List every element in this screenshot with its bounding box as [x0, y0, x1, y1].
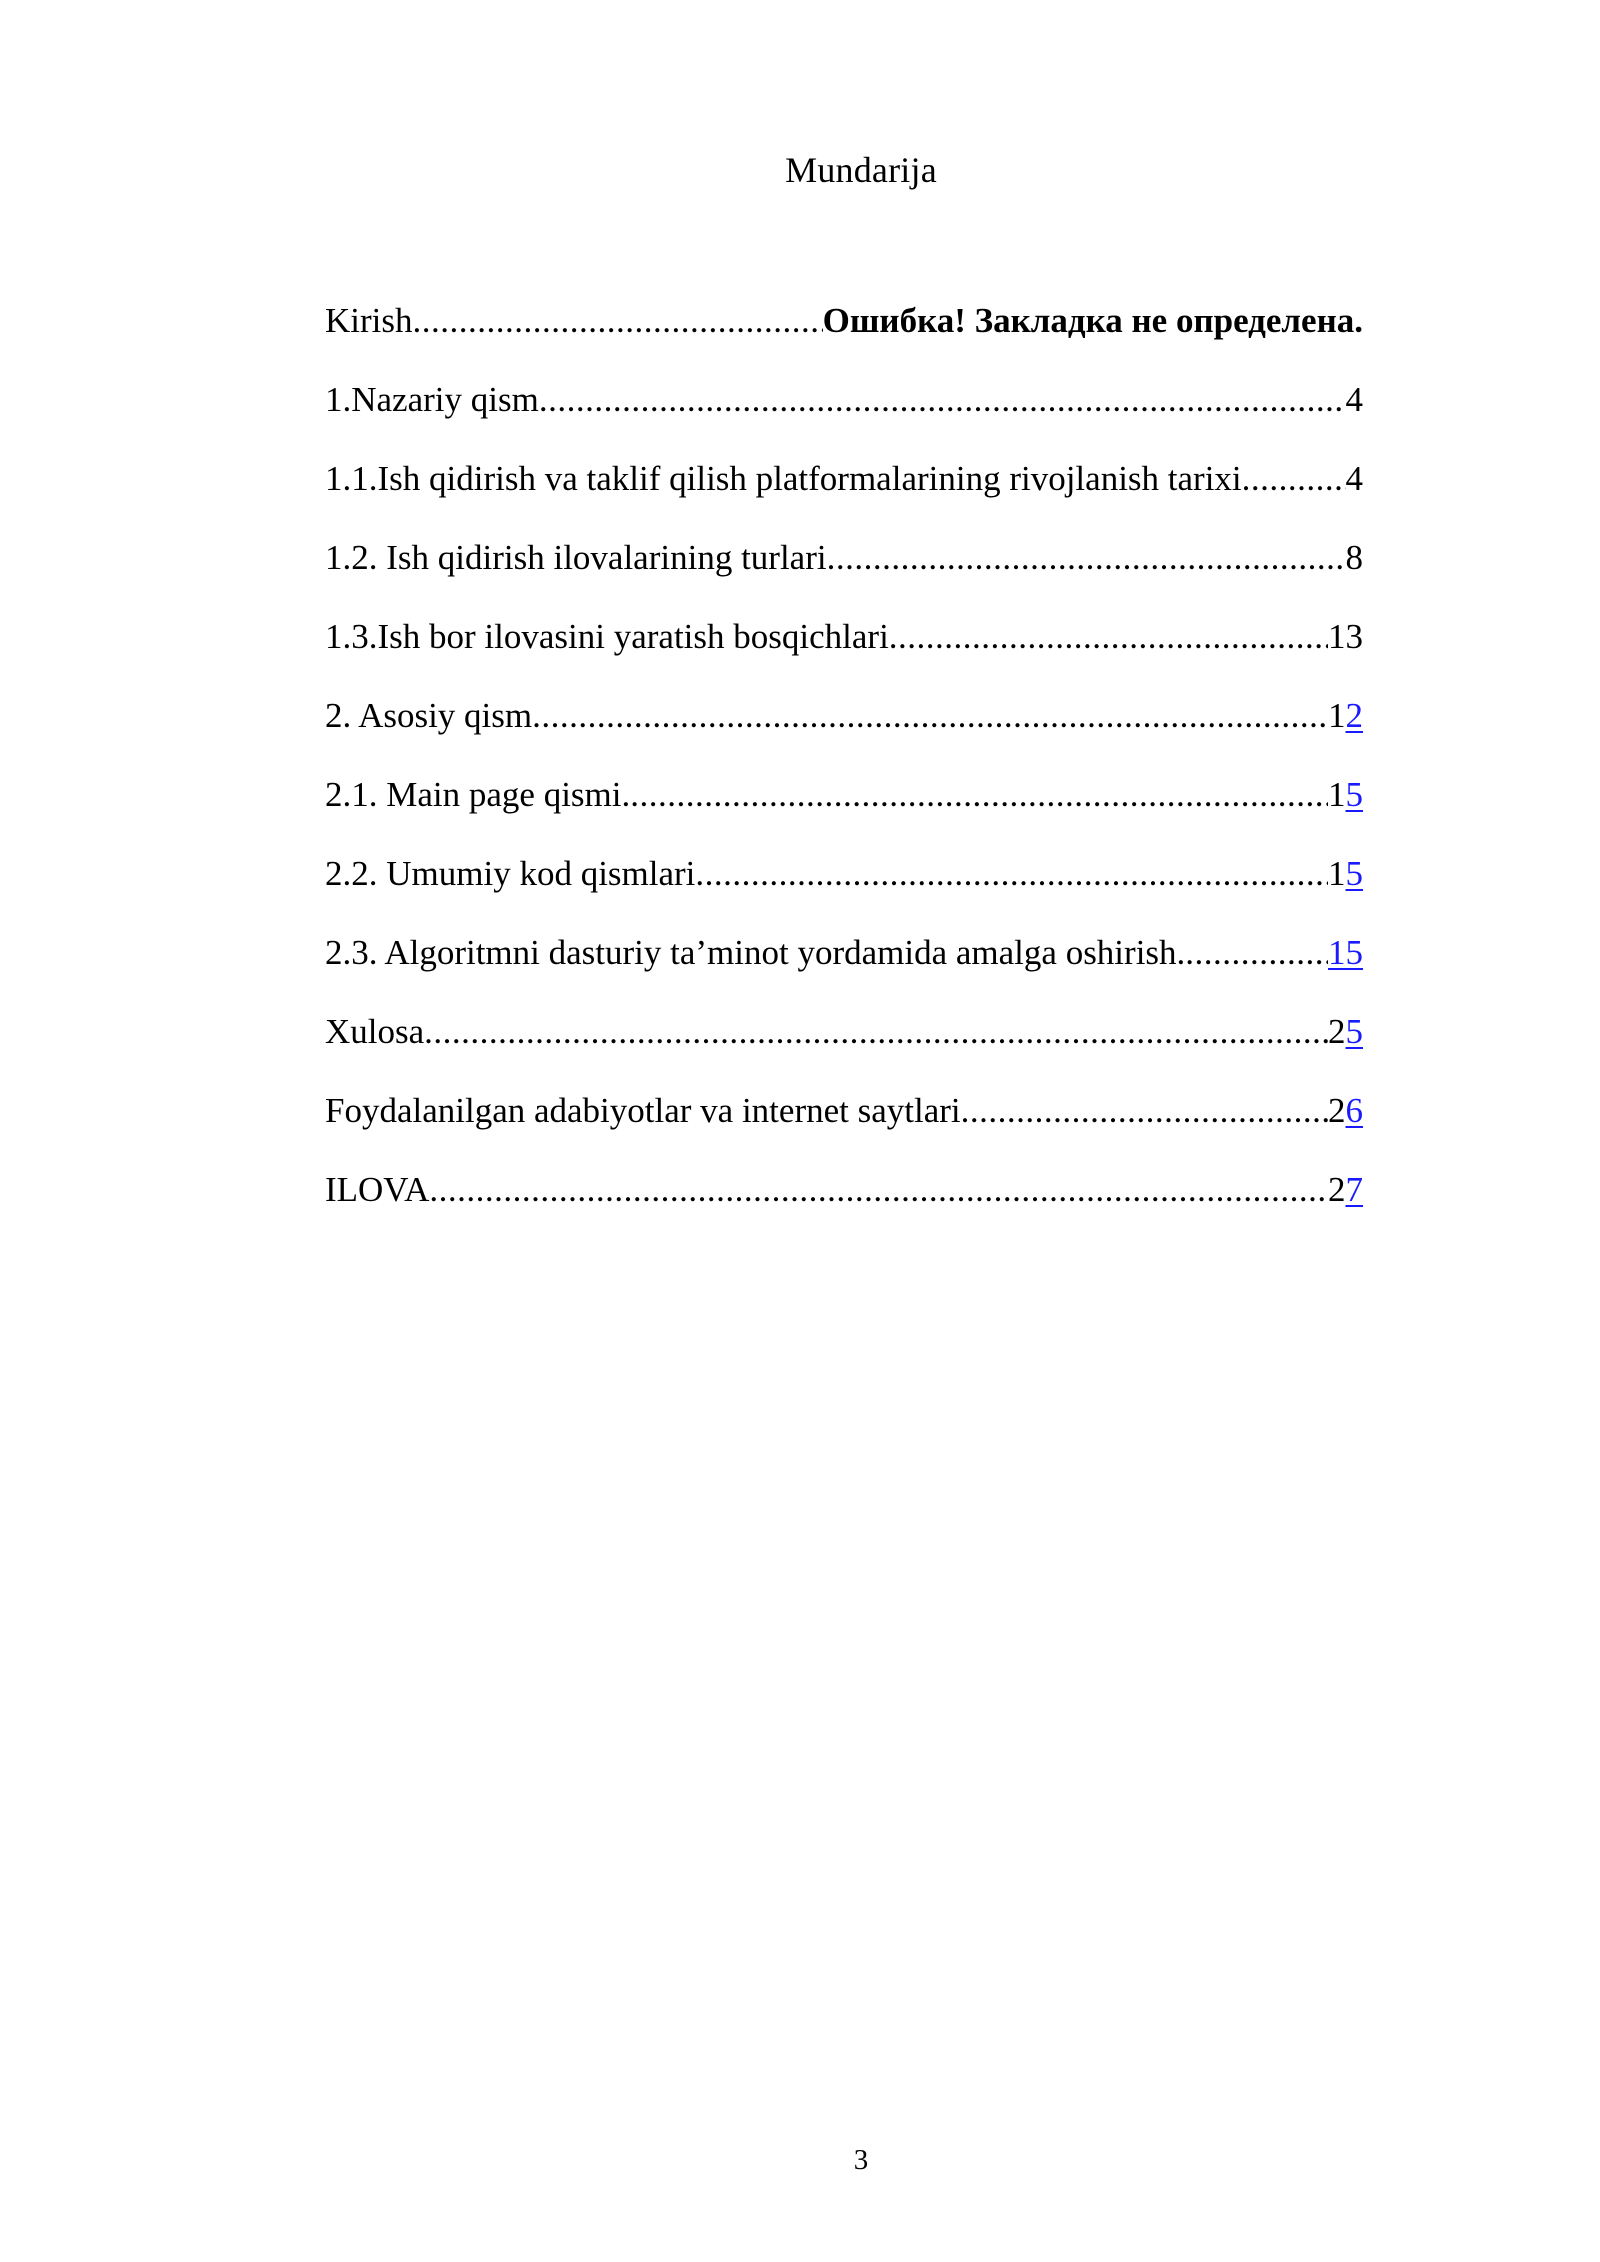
toc-page-number: 15	[1328, 854, 1363, 893]
toc-dot-leader	[961, 1085, 1328, 1137]
toc-page-link[interactable]: 15	[1328, 933, 1363, 972]
toc-page-number: 8	[1345, 538, 1363, 577]
toc-entry-label: 2.1. Main page qismi.	[325, 775, 631, 814]
toc-entry-label: ILOVA	[325, 1170, 430, 1209]
toc-entry-label: Foydalanilgan adabiyotlar va internet saytlari	[325, 1091, 961, 1130]
table-of-contents	[325, 295, 1363, 1243]
toc-page-link[interactable]: 5	[1345, 775, 1363, 814]
toc-entry-label: Kirish	[325, 301, 413, 340]
toc-dot-leader	[413, 295, 823, 347]
toc-page-number: 25	[1328, 1012, 1363, 1051]
page-number: 3	[853, 2144, 869, 2176]
toc-dot-leader	[1185, 927, 1328, 979]
toc-dot-leader	[827, 532, 1346, 584]
toc-entry-label: 1.1.Ish qidirish va taklif qilish platformalarining rivojlanish tarixi	[325, 459, 1242, 498]
toc-entry-label: Xulosa	[325, 1012, 425, 1051]
toc-page-link[interactable]: 6	[1345, 1091, 1363, 1130]
toc-entry-label: 2.3. Algoritmni dasturiy ta’minot yordamida amalga oshirish.	[325, 933, 1186, 972]
toc-page-link[interactable]: 7	[1345, 1170, 1363, 1209]
toc-entry-nazariy-qism[interactable]	[325, 374, 1363, 453]
toc-entry-label: 1.2. Ish qidirish ilovalarining turlari	[325, 538, 827, 577]
toc-entry-label: 2. Asosiy qism	[325, 696, 533, 735]
toc-page-number: 27	[1328, 1170, 1363, 1209]
toc-page-number: 15	[1328, 775, 1363, 814]
toc-dot-leader	[889, 611, 1328, 663]
toc-dot-leader	[424, 1006, 1328, 1058]
toc-entry-2-1[interactable]	[325, 769, 1363, 848]
toc-entry-1-3[interactable]	[325, 611, 1363, 690]
toc-page-number: 12	[1328, 696, 1363, 735]
toc-page-number: 4	[1345, 459, 1363, 498]
toc-entry-label: 1.3.Ish bor ilovasini yaratish bosqichlari	[325, 617, 889, 656]
toc-dot-leader	[695, 848, 1328, 900]
toc-dot-leader	[1242, 453, 1346, 505]
toc-entry-kirish[interactable]	[325, 295, 1363, 374]
toc-page-number	[1328, 927, 1363, 979]
page-title: Mundarija	[785, 150, 937, 190]
toc-entry-xulosa[interactable]	[325, 1006, 1363, 1085]
toc-entry-asosiy-qism[interactable]	[325, 690, 1363, 769]
toc-page-link[interactable]: 5	[1345, 854, 1363, 893]
toc-dot-leader	[429, 1164, 1328, 1216]
toc-entry-2-3[interactable]	[325, 927, 1363, 1006]
toc-page-number: 26	[1328, 1091, 1363, 1130]
toc-entry-label: 1.Nazariy qism	[325, 380, 539, 419]
toc-dot-leader	[539, 374, 1346, 426]
toc-entry-adabiyotlar[interactable]	[325, 1085, 1363, 1164]
toc-entry-ilova[interactable]	[325, 1164, 1363, 1243]
toc-dot-leader	[532, 690, 1328, 742]
toc-entry-label: 2.2. Umumiy kod qismlari	[325, 854, 696, 893]
toc-entry-2-2[interactable]	[325, 848, 1363, 927]
toc-page-number: 4	[1345, 380, 1363, 419]
toc-entry-1-1[interactable]	[325, 453, 1363, 532]
toc-entry-1-2[interactable]	[325, 532, 1363, 611]
toc-page-link[interactable]: 2	[1345, 696, 1363, 735]
toc-bookmark-error: Ошибка! Закладка не определена.	[822, 301, 1363, 340]
toc-page-number: 13	[1328, 617, 1363, 656]
toc-page-link[interactable]: 5	[1345, 1012, 1363, 1051]
toc-dot-leader	[630, 769, 1328, 821]
